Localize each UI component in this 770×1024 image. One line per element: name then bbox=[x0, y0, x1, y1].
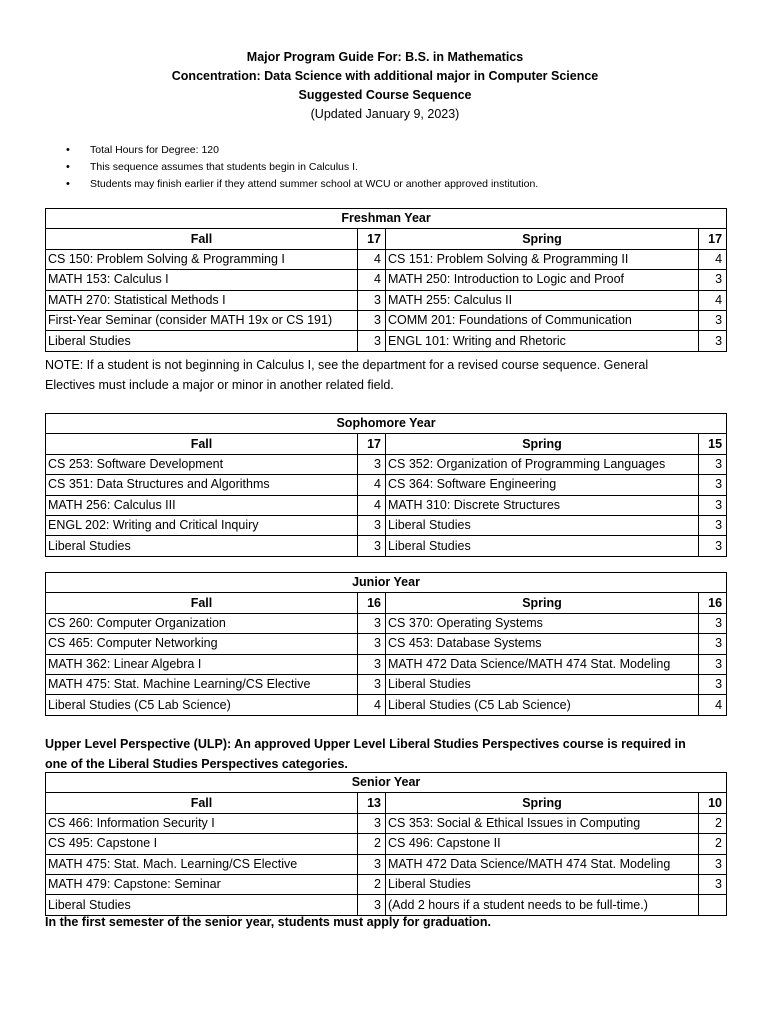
spring-course-hours: 3 bbox=[699, 454, 727, 474]
fall-course: MATH 475: Stat. Mach. Learning/CS Elective bbox=[46, 854, 358, 874]
fall-header: Fall bbox=[46, 793, 358, 813]
document-header bbox=[0, 48, 770, 124]
fall-course-hours: 3 bbox=[358, 654, 386, 674]
fall-course: CS 253: Software Development bbox=[46, 454, 358, 474]
fall-course-hours: 3 bbox=[358, 674, 386, 694]
fall-course: MATH 256: Calculus III bbox=[46, 495, 358, 515]
table-row bbox=[46, 331, 727, 351]
spring-course-hours: 3 bbox=[699, 331, 727, 351]
spring-course-hours: 3 bbox=[699, 854, 727, 874]
spring-course: Liberal Studies bbox=[386, 515, 699, 535]
spring-hours-total: 10 bbox=[699, 793, 727, 813]
fall-course-hours: 4 bbox=[358, 495, 386, 515]
fall-course-hours: 4 bbox=[358, 475, 386, 495]
fall-hours-total: 17 bbox=[358, 229, 386, 249]
spring-course: CS 364: Software Engineering bbox=[386, 475, 699, 495]
table-row bbox=[46, 495, 727, 515]
fall-course-hours: 3 bbox=[358, 854, 386, 874]
fall-course: CS 465: Computer Networking bbox=[46, 634, 358, 654]
spring-hours-total: 17 bbox=[699, 229, 727, 249]
table-row bbox=[46, 854, 727, 874]
spring-course: COMM 201: Foundations of Communication bbox=[386, 310, 699, 330]
table-row bbox=[46, 813, 727, 833]
freshman-note bbox=[45, 355, 735, 395]
concentration-title: Concentration: Data Science with additional major in Computer Science bbox=[171, 69, 599, 83]
table-row bbox=[46, 634, 727, 654]
spring-course: CS 453: Database Systems bbox=[386, 634, 699, 654]
table-row bbox=[46, 475, 727, 495]
spring-course: MATH 472 Data Science/MATH 474 Stat. Modeling bbox=[386, 854, 699, 874]
ulp-note-line1: Upper Level Perspective (ULP): An approved Upper Level Liberal Studies Perspectives course is required in bbox=[45, 737, 686, 751]
spring-course-hours: 3 bbox=[699, 874, 727, 894]
spring-course: ENGL 101: Writing and Rhetoric bbox=[386, 331, 699, 351]
year-title: Junior Year bbox=[46, 573, 727, 593]
program-title: Major Program Guide For: B.S. in Mathematics bbox=[246, 50, 524, 64]
table-row bbox=[46, 515, 727, 535]
spring-course-hours: 2 bbox=[699, 813, 727, 833]
spring-course-hours: 3 bbox=[699, 475, 727, 495]
fall-header: Fall bbox=[46, 593, 358, 613]
spring-course: Liberal Studies bbox=[386, 874, 699, 894]
spring-course: CS 151: Problem Solving & Programming II bbox=[386, 249, 699, 269]
spring-course-hours: 3 bbox=[699, 536, 727, 556]
spring-course: CS 496: Capstone II bbox=[386, 834, 699, 854]
bullet-summer-school: • Students may finish earlier if they attend summer school at WCU or another approved institution. bbox=[66, 176, 538, 193]
info-bullet-list bbox=[66, 142, 538, 193]
fall-course: Liberal Studies (C5 Lab Science) bbox=[46, 695, 358, 715]
spring-course-hours: 4 bbox=[699, 695, 727, 715]
fall-course-hours: 4 bbox=[358, 270, 386, 290]
fall-header: Fall bbox=[46, 434, 358, 454]
fall-course: MATH 153: Calculus I bbox=[46, 270, 358, 290]
fall-course: First-Year Seminar (consider MATH 19x or CS 191) bbox=[46, 310, 358, 330]
fall-course-hours: 3 bbox=[358, 634, 386, 654]
graduation-note: In the first semester of the senior year, students must apply for graduation. bbox=[45, 915, 491, 929]
fall-course-hours: 3 bbox=[358, 454, 386, 474]
spring-hours-total: 15 bbox=[699, 434, 727, 454]
fall-course: CS 466: Information Security I bbox=[46, 813, 358, 833]
fall-course-hours: 3 bbox=[358, 310, 386, 330]
table-row bbox=[46, 454, 727, 474]
spring-course: (Add 2 hours if a student needs to be full-time.) bbox=[386, 895, 699, 915]
spring-course: CS 370: Operating Systems bbox=[386, 613, 699, 633]
spring-course-hours: 3 bbox=[699, 634, 727, 654]
fall-course: Liberal Studies bbox=[46, 895, 358, 915]
spring-course: CS 353: Social & Ethical Issues in Computing bbox=[386, 813, 699, 833]
fall-course: MATH 475: Stat. Machine Learning/CS Elective bbox=[46, 674, 358, 694]
fall-course-hours: 2 bbox=[358, 834, 386, 854]
spring-course-hours: 4 bbox=[699, 290, 727, 310]
spring-hours-total: 16 bbox=[699, 593, 727, 613]
table-row bbox=[46, 874, 727, 894]
spring-course-hours: 3 bbox=[699, 515, 727, 535]
spring-course: Liberal Studies bbox=[386, 674, 699, 694]
table-row bbox=[46, 270, 727, 290]
freshman-note-line1: NOTE: If a student is not beginning in Calculus I, see the department for a revised course sequence. General bbox=[45, 358, 649, 372]
sophomore-year-table bbox=[45, 413, 727, 557]
fall-hours-total: 13 bbox=[358, 793, 386, 813]
fall-course: MATH 270: Statistical Methods I bbox=[46, 290, 358, 310]
fall-course-hours: 2 bbox=[358, 874, 386, 894]
spring-header: Spring bbox=[386, 229, 699, 249]
spring-header: Spring bbox=[386, 593, 699, 613]
fall-course: MATH 479: Capstone: Seminar bbox=[46, 874, 358, 894]
fall-course: CS 150: Problem Solving & Programming I bbox=[46, 249, 358, 269]
fall-course-hours: 4 bbox=[358, 695, 386, 715]
spring-course: CS 352: Organization of Programming Languages bbox=[386, 454, 699, 474]
fall-course: Liberal Studies bbox=[46, 536, 358, 556]
bullet-total-hours: • Total Hours for Degree: 120 bbox=[66, 142, 538, 159]
fall-course: MATH 362: Linear Algebra I bbox=[46, 654, 358, 674]
table-row bbox=[46, 613, 727, 633]
spring-course: MATH 255: Calculus II bbox=[386, 290, 699, 310]
table-row bbox=[46, 249, 727, 269]
bullet-calculus-assumption: • This sequence assumes that students begin in Calculus I. bbox=[66, 159, 538, 176]
fall-course-hours: 3 bbox=[358, 331, 386, 351]
ulp-note bbox=[45, 734, 735, 774]
ulp-note-line2: one of the Liberal Studies Perspectives categories. bbox=[45, 757, 348, 771]
fall-course-hours: 3 bbox=[358, 813, 386, 833]
fall-course-hours: 3 bbox=[358, 515, 386, 535]
spring-header: Spring bbox=[386, 793, 699, 813]
table-row bbox=[46, 290, 727, 310]
freshman-note-line2: Electives must include a major or minor in another related field. bbox=[45, 378, 394, 392]
fall-course: CS 260: Computer Organization bbox=[46, 613, 358, 633]
fall-course-hours: 3 bbox=[358, 613, 386, 633]
sequence-title: Suggested Course Sequence bbox=[298, 88, 472, 102]
fall-hours-total: 17 bbox=[358, 434, 386, 454]
spring-header: Spring bbox=[386, 434, 699, 454]
fall-header: Fall bbox=[46, 229, 358, 249]
year-title: Senior Year bbox=[46, 773, 727, 793]
spring-course: MATH 250: Introduction to Logic and Proof bbox=[386, 270, 699, 290]
fall-hours-total: 16 bbox=[358, 593, 386, 613]
spring-course-hours: 2 bbox=[699, 834, 727, 854]
spring-course-hours: 4 bbox=[699, 249, 727, 269]
updated-date: (Updated January 9, 2023) bbox=[310, 107, 460, 121]
year-title: Freshman Year bbox=[46, 209, 727, 229]
fall-course-hours: 3 bbox=[358, 536, 386, 556]
senior-year-table bbox=[45, 772, 727, 916]
spring-course-hours: 3 bbox=[699, 310, 727, 330]
table-row bbox=[46, 536, 727, 556]
spring-course-hours: 3 bbox=[699, 674, 727, 694]
table-row bbox=[46, 674, 727, 694]
table-row bbox=[46, 310, 727, 330]
table-row bbox=[46, 654, 727, 674]
fall-course-hours: 4 bbox=[358, 249, 386, 269]
spring-course: MATH 472 Data Science/MATH 474 Stat. Modeling bbox=[386, 654, 699, 674]
table-row bbox=[46, 834, 727, 854]
spring-course-hours: 3 bbox=[699, 270, 727, 290]
fall-course-hours: 3 bbox=[358, 895, 386, 915]
spring-course: Liberal Studies bbox=[386, 536, 699, 556]
year-title: Sophomore Year bbox=[46, 414, 727, 434]
fall-course: CS 351: Data Structures and Algorithms bbox=[46, 475, 358, 495]
junior-year-table bbox=[45, 572, 727, 716]
spring-course-hours: 3 bbox=[699, 654, 727, 674]
fall-course: ENGL 202: Writing and Critical Inquiry bbox=[46, 515, 358, 535]
fall-course-hours: 3 bbox=[358, 290, 386, 310]
spring-course: Liberal Studies (C5 Lab Science) bbox=[386, 695, 699, 715]
table-row bbox=[46, 695, 727, 715]
spring-course: MATH 310: Discrete Structures bbox=[386, 495, 699, 515]
spring-course-hours: 3 bbox=[699, 495, 727, 515]
freshman-year-table bbox=[45, 208, 727, 352]
spring-course-hours: 3 bbox=[699, 613, 727, 633]
fall-course: Liberal Studies bbox=[46, 331, 358, 351]
fall-course: CS 495: Capstone I bbox=[46, 834, 358, 854]
